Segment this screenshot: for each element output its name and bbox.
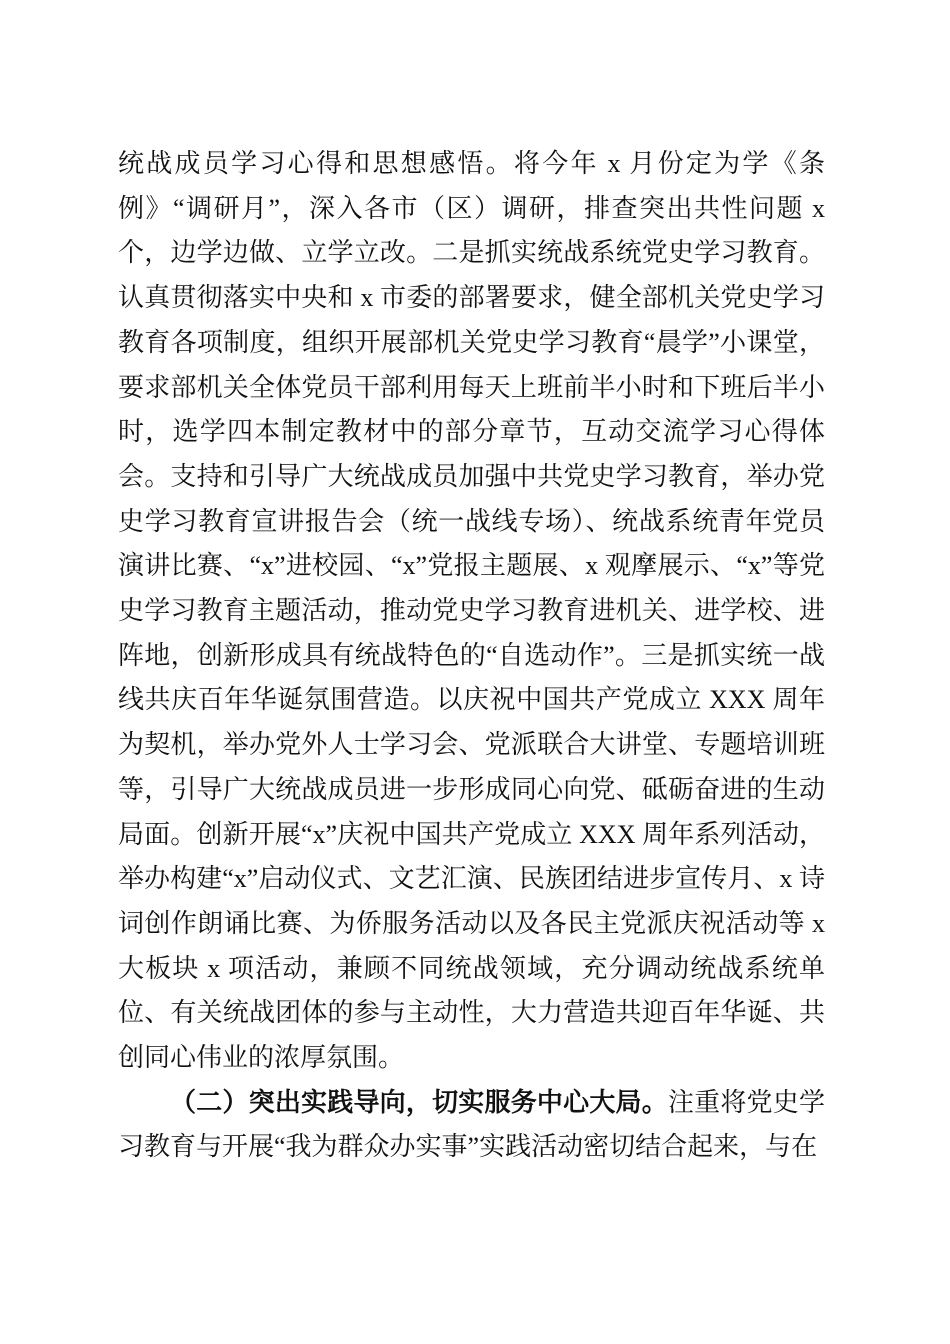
paragraph-section-two-text: 注重将党史学习教育与开展“我为群众办实事”实践活动密切结合起来，与在 [118,1087,825,1162]
paragraph-section-two [118,1081,825,1170]
document-body [118,142,825,1170]
paragraph-continuation [118,142,825,1081]
paragraph-continuation-text: 统战成员学习心得和思想感悟。将今年 x 月份定为学《条例》“调研月”，深入各市（区）调研，排查突出共性问题 x 个，边学边做、立学立改。二是抓实统战系统党史学习教育。认真贯彻落实中央和 x 市委的部署要求，健全部机关党史学习教育各项制度，组织开展部机关党史学习教育“晨学”小课堂，要求部机关全体党员干部利用每天上班前半小时和下班后半小时，选学四本制定教材中的部分章节，互动交流学习心得体会。支持和引导广大统战成员加强中共党史学习教育，举办党史学习教育宣讲报告会（统一战线专场）、统战系统青年党员演讲比赛、“x”进校园、“x”党报主题展、x 观摩展示、“x”等党史学习教育主题活动，推动党史学习教育进机关、进学校、进阵地，创新形成具有统战特色的“自选动作”。三是抓实统一战线共庆百年华诞氛围营造。以庆祝中国共产党成立 XXX 周年为契机，举办党外人士学习会、党派联合大讲堂、专题培训班等，引导广大统战成员进一步形成同心向党、砥砺奋进的生动局面。创新开展“x”庆祝中国共产党成立 XXX 周年系列活动，举办构建“x”启动仪式、文艺汇演、民族团结进步宣传月、x 诗词创作朗诵比赛、为侨服务活动以及各民主党派庆祝活动等 x 大板块 x 项活动，兼顾不同统战领域，充分调动统战系统单位、有关统战团体的参与主动性，大力营造共迎百年华诞、共创同心伟业的浓厚氛围。 [118,149,825,1073]
paragraph-section-two-bold-lead: （二）突出实践导向，切实服务中心大局。 [170,1087,668,1117]
